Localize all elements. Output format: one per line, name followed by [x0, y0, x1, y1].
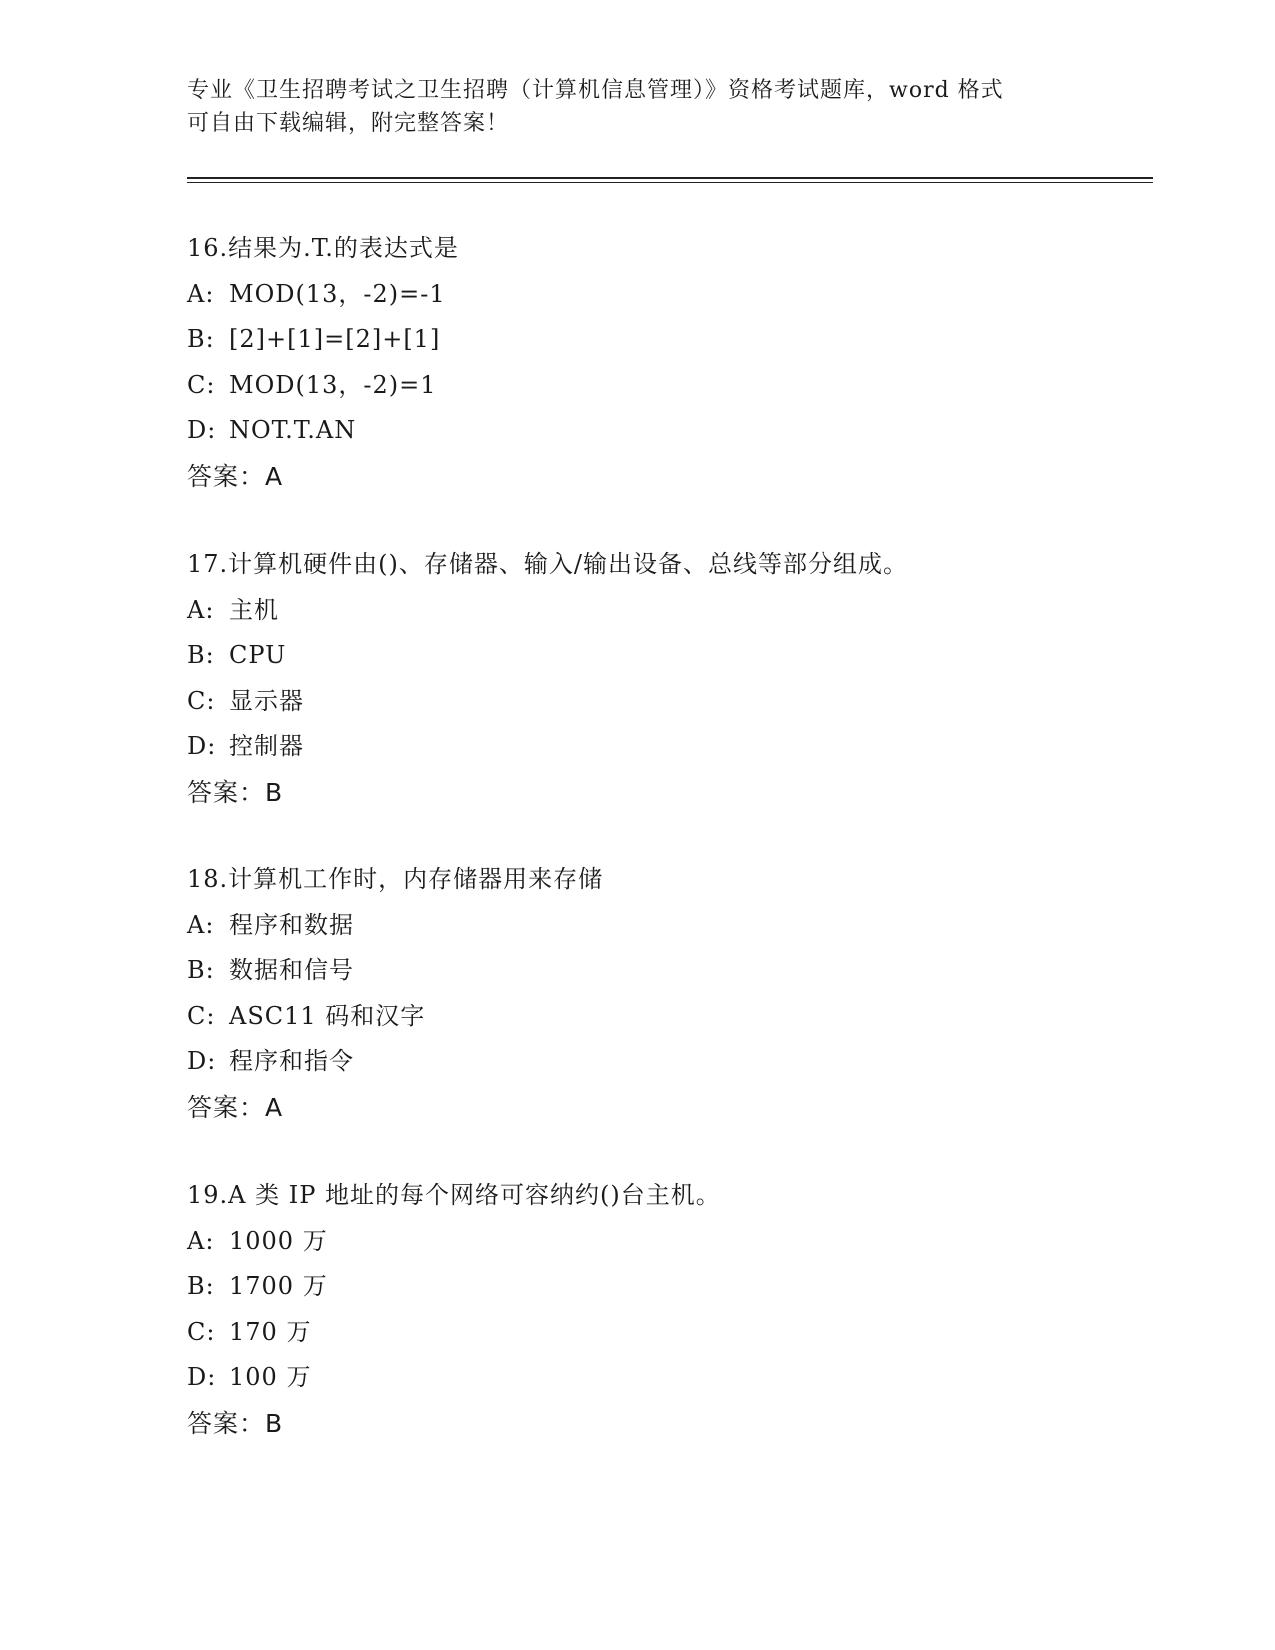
question-17 — [187, 542, 1087, 815]
option-letter: A: — [187, 595, 215, 624]
option-letter: B: — [187, 956, 215, 984]
header-line-1: 专业《卫生招聘考试之卫生招聘（计算机信息管理）》资格考试题库，word 格式 — [187, 78, 1004, 103]
question-18 — [187, 857, 1087, 1130]
option-a — [187, 903, 1087, 949]
option-letter: B: — [187, 1272, 215, 1300]
option-letter: C: — [187, 1001, 216, 1030]
option-c — [187, 363, 1087, 409]
option-d — [187, 724, 1087, 770]
answer: 答案：A — [187, 461, 284, 491]
option-letter: A: — [187, 1226, 215, 1255]
option-text: 170 万 — [229, 1317, 312, 1346]
answer: 答案：B — [187, 1408, 284, 1438]
answer: 答案：B — [187, 777, 284, 807]
option-letter: D: — [187, 416, 217, 444]
question-stem: 18.计算机工作时，内存储器用来存储 — [187, 865, 604, 893]
option-c — [187, 679, 1087, 725]
option-text: 1000 万 — [229, 1226, 328, 1255]
option-b — [187, 1264, 1087, 1310]
header-line-2: 可自由下载编辑，附完整答案！ — [187, 111, 510, 136]
option-d — [187, 1355, 1087, 1401]
option-letter: D: — [187, 1047, 217, 1075]
option-text: [2]+[1]=[2]+[1] — [229, 325, 441, 353]
option-text: 程序和指令 — [229, 1047, 354, 1075]
option-text: 程序和数据 — [229, 910, 354, 939]
option-a — [187, 588, 1087, 634]
question-16 — [187, 226, 1087, 499]
option-letter: D: — [187, 1363, 217, 1391]
option-text: MOD(13，-2)=-1 — [229, 279, 446, 308]
option-letter: D: — [187, 732, 217, 760]
question-stem: 16.结果为.T.的表达式是 — [187, 234, 459, 262]
option-text: 控制器 — [229, 732, 304, 760]
option-text: ASC11 码和汉字 — [229, 1001, 426, 1030]
option-b — [187, 317, 1087, 363]
option-text: 数据和信号 — [229, 956, 354, 984]
option-text: CPU — [229, 641, 287, 669]
question-19 — [187, 1173, 1087, 1446]
option-letter: A: — [187, 279, 215, 308]
option-letter: C: — [187, 370, 216, 399]
document-header — [187, 74, 1067, 140]
option-text: 100 万 — [229, 1363, 312, 1391]
option-b — [187, 633, 1087, 679]
option-text: 显示器 — [229, 686, 304, 715]
option-d — [187, 1039, 1087, 1085]
option-letter: B: — [187, 641, 215, 669]
option-d — [187, 408, 1087, 454]
option-text: MOD(13，-2)=1 — [229, 370, 437, 399]
question-stem: 17.计算机硬件由()、存储器、输入/输出设备、总线等部分组成。 — [187, 550, 908, 578]
option-letter: B: — [187, 325, 215, 353]
option-a — [187, 1219, 1087, 1265]
header-divider — [187, 177, 1153, 183]
option-b — [187, 948, 1087, 994]
option-letter: A: — [187, 910, 215, 939]
option-letter: C: — [187, 686, 216, 715]
option-c — [187, 994, 1087, 1040]
option-text: NOT.T.AN — [229, 416, 357, 444]
option-letter: C: — [187, 1317, 216, 1346]
option-a — [187, 272, 1087, 318]
question-stem: 19.A 类 IP 地址的每个网络可容纳约()台主机。 — [187, 1181, 721, 1209]
option-text: 主机 — [229, 595, 279, 624]
answer: 答案：A — [187, 1092, 284, 1122]
option-c — [187, 1310, 1087, 1356]
option-text: 1700 万 — [229, 1272, 328, 1300]
